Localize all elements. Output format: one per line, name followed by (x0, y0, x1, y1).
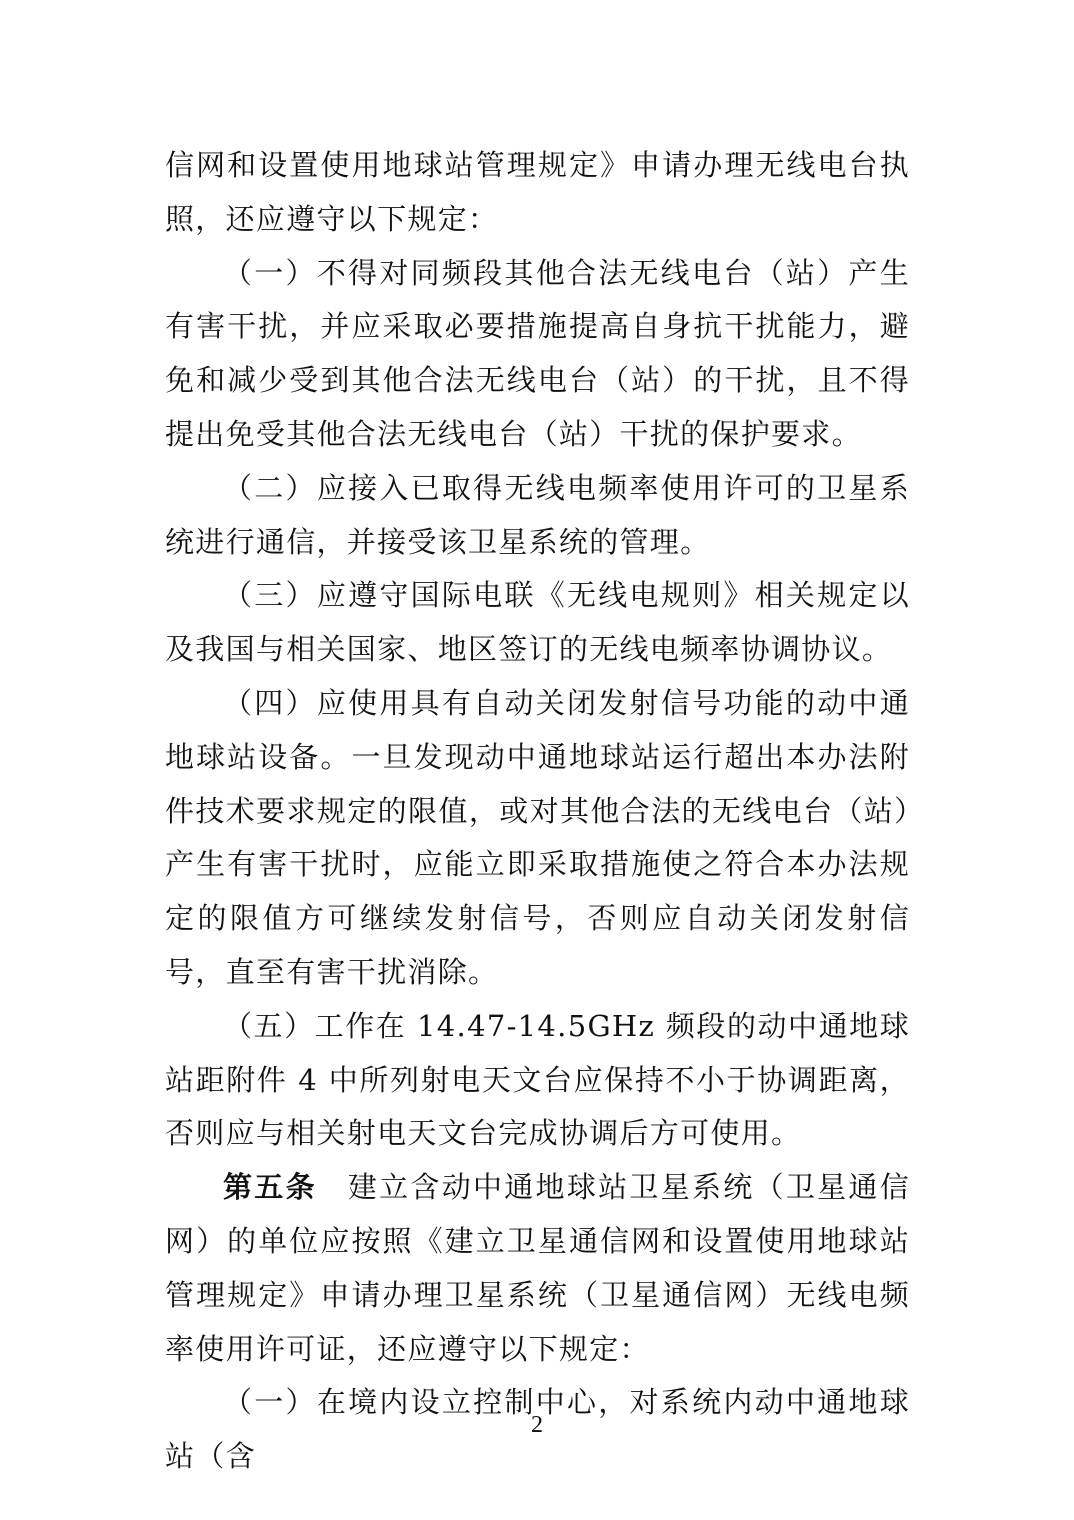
article-5-clause-1: （一）在境内设立控制中心，对系统内动中通地球站（含 (165, 1385, 910, 1474)
article-5-paragraph (165, 1161, 910, 1376)
body-text (165, 139, 910, 1484)
clause-5-radio-astronomy: （五）工作在 14.47-14.5GHz 频段的动中通地球站距附件 4 中所列射电天文台应保持不小于协调距离，否则应与相关射电天文台完成协调后方可使用。 (165, 1008, 910, 1151)
page-number: 2 (531, 1412, 543, 1438)
clause-1-no-interference: （一）不得对同频段其他合法无线电台（站）产生有害干扰，并应采取必要措施提高自身抗干扰能力，避免和减少受到其他合法无线电台（站）的干扰，且不得提出免受其他合法无线电台（站）干扰的保护要求。 (165, 255, 910, 451)
article-heading: 第五条 (223, 1170, 317, 1205)
clause-2-satellite-access: （二）应接入已取得无线电频率使用许可的卫星系统进行通信，并接受该卫星系统的管理。 (165, 470, 910, 559)
clause-4-auto-shutoff: （四）应使用具有自动关闭发射信号功能的动中通地球站设备。一旦发现动中通地球站运行超出本办法附件技术要求规定的限值，或对其他合法的无线电台（站）产生有害干扰时，应能立即采取措施使之符合本办法规定的限值方可继续发射信号，否则应自动关闭发射信号，直至有害干扰消除。 (165, 685, 910, 989)
paragraph-continuation: 信网和设置使用地球站管理规定》申请办理无线电台执照，还应遵守以下规定： (165, 148, 910, 236)
clause-3-itu-rules: （三）应遵守国际电联《无线电规则》相关规定以及我国与相关国家、地区签订的无线电频率协调协议。 (165, 578, 910, 667)
article-5-text: 建立含动中通地球站卫星系统（卫星通信网）的单位应按照《建立卫星通信网和设置使用地球站管理规定》申请办理卫星系统（卫星通信网）无线电频率使用许可证，还应遵守以下规定： (165, 1170, 910, 1366)
